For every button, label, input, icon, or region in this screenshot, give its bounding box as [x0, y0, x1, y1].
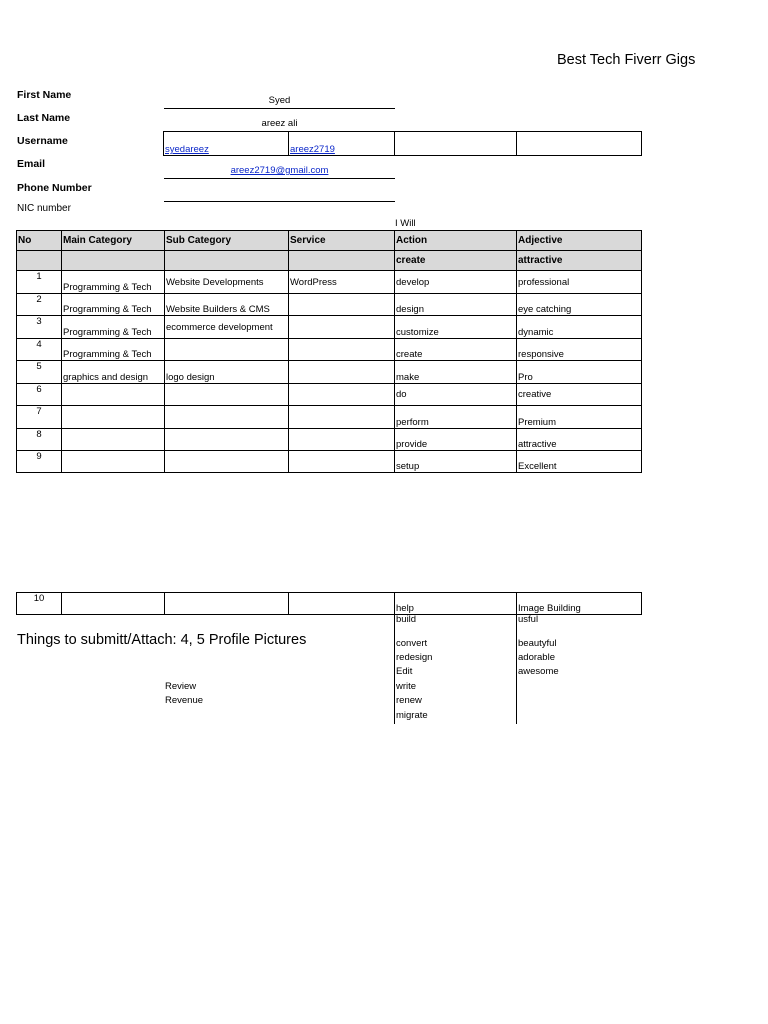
- username-cell-2[interactable]: [289, 132, 395, 156]
- row-no[interactable]: 8: [17, 429, 62, 451]
- row-service[interactable]: [289, 361, 395, 384]
- first-name-label: First Name: [17, 89, 72, 101]
- row-no[interactable]: 9: [17, 451, 62, 473]
- username-link-2[interactable]: areez2719: [290, 144, 335, 155]
- nic-label: NIC number: [17, 203, 71, 214]
- col-header-no: No: [17, 231, 62, 251]
- row-adjective[interactable]: Image Building: [517, 593, 642, 615]
- row-action[interactable]: customize: [395, 316, 517, 339]
- gigs-table: [16, 230, 642, 473]
- row-main-category[interactable]: [62, 406, 165, 429]
- row-main-category[interactable]: Programming & Tech: [62, 339, 165, 361]
- username-cell-3[interactable]: [395, 132, 517, 156]
- row-main-category[interactable]: Programming & Tech: [62, 271, 165, 294]
- row-adjective[interactable]: creative: [517, 384, 642, 406]
- extra-action: migrate: [396, 710, 428, 721]
- subheader-cell: [289, 251, 395, 271]
- table-row: [17, 384, 642, 406]
- row-sub-category[interactable]: [165, 406, 289, 429]
- row-adjective[interactable]: Excellent: [517, 451, 642, 473]
- row-no[interactable]: 4: [17, 339, 62, 361]
- extra-action: renew: [396, 695, 422, 706]
- row-adjective[interactable]: Pro: [517, 361, 642, 384]
- adjective-column-line: [516, 614, 517, 724]
- row-action[interactable]: develop: [395, 271, 517, 294]
- row-no[interactable]: 1: [17, 271, 62, 294]
- row-main-category[interactable]: [62, 451, 165, 473]
- col-header-action: Action: [395, 231, 517, 251]
- extra-adjective: awesome: [518, 666, 559, 677]
- row-action[interactable]: perform: [395, 406, 517, 429]
- extra-action: write: [396, 681, 417, 692]
- row-service[interactable]: WordPress: [289, 271, 395, 294]
- username-cell-4[interactable]: [517, 132, 642, 156]
- table-row: [17, 271, 642, 294]
- subheader-adjective: attractive: [517, 251, 642, 271]
- row-adjective[interactable]: professional: [517, 271, 642, 294]
- extra-action: build: [396, 614, 417, 625]
- col-header-adjective: Adjective: [517, 231, 642, 251]
- row-sub-category[interactable]: [165, 429, 289, 451]
- row-adjective[interactable]: responsive: [517, 339, 642, 361]
- row-action[interactable]: help: [395, 593, 517, 615]
- row-service[interactable]: [289, 593, 395, 615]
- extra-action: convert: [396, 638, 428, 649]
- table-row: [17, 451, 642, 473]
- row-adjective[interactable]: attractive: [517, 429, 642, 451]
- phone-field[interactable]: [164, 188, 395, 202]
- i-will-label: I Will: [395, 218, 416, 229]
- row-adjective[interactable]: dynamic: [517, 316, 642, 339]
- extra-adjective: beautyful: [518, 638, 557, 649]
- row-action[interactable]: setup: [395, 451, 517, 473]
- row-action[interactable]: provide: [395, 429, 517, 451]
- row-sub-category[interactable]: [165, 451, 289, 473]
- table-row: [17, 406, 642, 429]
- row-no[interactable]: 6: [17, 384, 62, 406]
- row-main-category[interactable]: Programming & Tech: [62, 294, 165, 316]
- row-main-category[interactable]: graphics and design: [62, 361, 165, 384]
- first-name-field[interactable]: Syed: [164, 95, 395, 109]
- row-adjective[interactable]: Premium: [517, 406, 642, 429]
- nic-field[interactable]: [164, 205, 395, 218]
- phone-label: Phone Number: [17, 182, 92, 194]
- row-sub-category[interactable]: ecommerce development: [165, 316, 289, 339]
- gigs-table-row-10: [16, 592, 642, 615]
- table-row: [17, 294, 642, 316]
- note-review: Review: [165, 681, 197, 692]
- table-row: [17, 339, 642, 361]
- action-column-line: [394, 614, 395, 724]
- table-subheader: [17, 251, 642, 271]
- row-service[interactable]: [289, 406, 395, 429]
- row-service[interactable]: [289, 294, 395, 316]
- row-no[interactable]: 7: [17, 406, 62, 429]
- extra-adjective: usful: [518, 614, 539, 625]
- table-row: [17, 429, 642, 451]
- subheader-cell: [165, 251, 289, 271]
- row-action[interactable]: do: [395, 384, 517, 406]
- subheader-action: create: [395, 251, 517, 271]
- col-header-main-category: Main Category: [62, 231, 165, 251]
- table-row: [17, 316, 642, 339]
- table-header: [17, 231, 642, 251]
- row-sub-category[interactable]: [165, 384, 289, 406]
- submit-note: Things to submitt/Attach: 4, 5 Profile Pictures: [17, 632, 307, 648]
- extra-adjective: adorable: [518, 652, 555, 663]
- email-label: Email: [17, 158, 46, 170]
- last-name-label: Last Name: [17, 112, 71, 124]
- row-adjective[interactable]: eye catching: [517, 294, 642, 316]
- row-action[interactable]: create: [395, 339, 517, 361]
- subheader-cell: [62, 251, 165, 271]
- row-main-category[interactable]: [62, 593, 165, 615]
- extra-action: Edit: [396, 666, 413, 677]
- row-service[interactable]: [289, 316, 395, 339]
- page-title: Best Tech Fiverr Gigs: [557, 52, 696, 68]
- last-name-field[interactable]: areez ali: [261, 118, 298, 129]
- row-sub-category[interactable]: Website Developments: [165, 271, 289, 294]
- subheader-cell: [17, 251, 62, 271]
- table-row: [17, 593, 642, 615]
- row-service[interactable]: [289, 384, 395, 406]
- email-link[interactable]: areez2719@gmail.com: [230, 165, 329, 176]
- col-header-service: Service: [289, 231, 395, 251]
- row-main-category[interactable]: [62, 384, 165, 406]
- row-main-category[interactable]: [62, 429, 165, 451]
- extra-action: redesign: [396, 652, 433, 663]
- row-no[interactable]: 10: [17, 593, 62, 615]
- email-field[interactable]: [164, 165, 395, 179]
- row-service[interactable]: [289, 429, 395, 451]
- row-main-category[interactable]: Programming & Tech: [62, 316, 165, 339]
- row-action[interactable]: make: [395, 361, 517, 384]
- row-no[interactable]: 5: [17, 361, 62, 384]
- username-row: [163, 131, 642, 156]
- row-sub-category[interactable]: [165, 339, 289, 361]
- username-cell-1[interactable]: [164, 132, 289, 156]
- username-link-1[interactable]: syedareez: [165, 144, 209, 155]
- row-no[interactable]: 3: [17, 316, 62, 339]
- username-label: Username: [17, 135, 68, 147]
- row-sub-category[interactable]: [165, 593, 289, 615]
- col-header-sub-category: Sub Category: [165, 231, 289, 251]
- row-sub-category[interactable]: logo design: [165, 361, 289, 384]
- row-sub-category[interactable]: Website Builders & CMS: [165, 294, 289, 316]
- row-service[interactable]: [289, 339, 395, 361]
- row-service[interactable]: [289, 451, 395, 473]
- table-row: [17, 361, 642, 384]
- row-no[interactable]: 2: [17, 294, 62, 316]
- row-action[interactable]: design: [395, 294, 517, 316]
- note-revenue: Revenue: [165, 695, 204, 706]
